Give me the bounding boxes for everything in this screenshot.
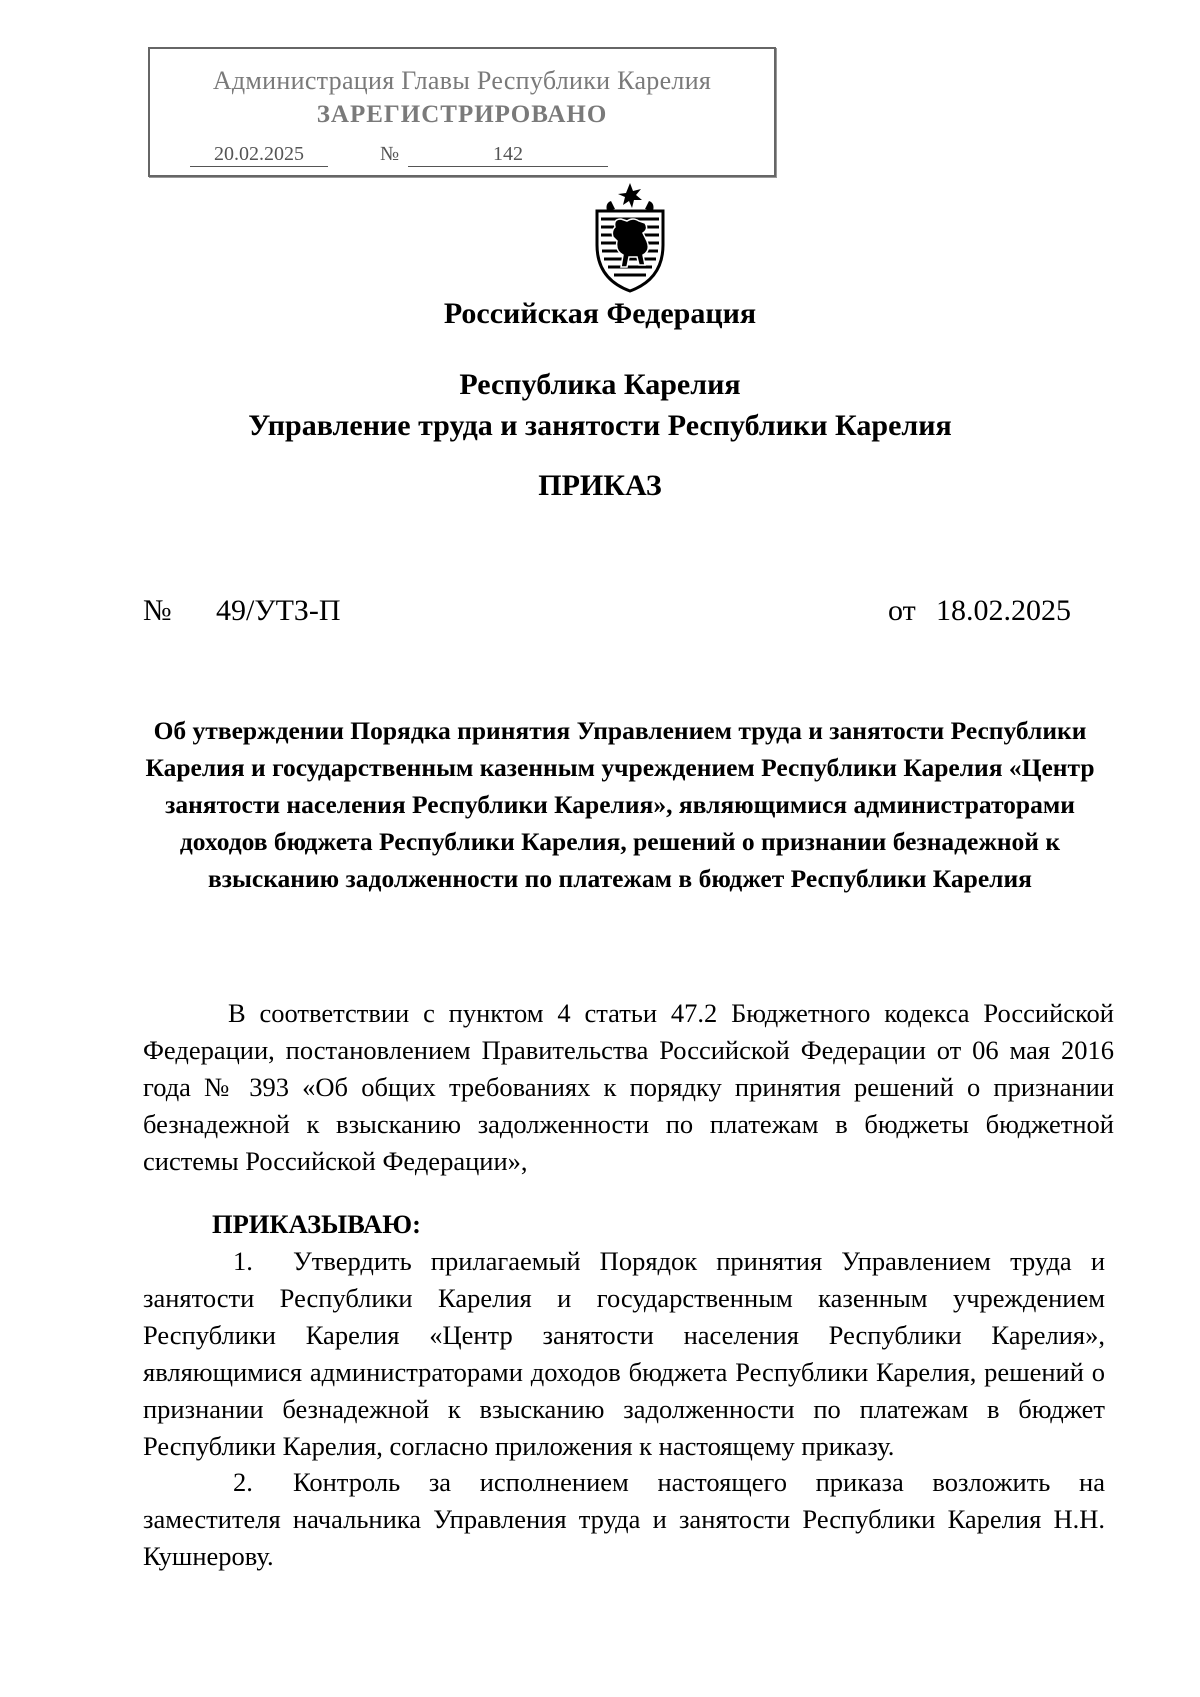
document-title: Об утверждении Порядка принятия Управлением труда и занятости Республики Карелия и государственным казенным учреждением Республики Карелия «Центр занятости населения Республики Карелия», являющимися администраторами доходов бюджета Республики Карелия, решений о признании безнадежной к взысканию задолженности по платежам в бюджет Республики Карелия [145,716,1095,893]
order-item-1 [143,1243,1105,1465]
stamp-organization: Администрация Главы Республики Карелия [212,66,712,95]
registration-stamp [148,47,776,177]
order-item-2 [143,1464,1105,1575]
item-number: 1. [233,1246,253,1276]
document-type: ПРИКАЗ [538,469,662,502]
preamble-text: В соответствии с пунктом 4 статьи 47.2 Бюджетного кодекса Российской Федерации, постановлением Правительства Российской Федерации от 06 мая 2016 года № 393 «Об общих требованиях к порядку принятия решений о признании безнадежной к взысканию задолженности по платежам в бюджеты бюджетной системы Российской Федерации», [143,998,1114,1176]
stamp-number: 142 [408,143,608,167]
stamp-number-sign: № [380,143,400,165]
karelia-coat-of-arms-icon [585,181,675,293]
item-text: Утвердить прилагаемый Порядок принятия Управлением труда и занятости Республики Карелия и государственным казенным учреждением Республики Карелия «Центр занятости населения Республики Карелия», являющимися администраторами доходов бюджета Республики Карелия, решений о признании безнадежной к взысканию задолженности по платежам в бюджет Республики Карелия, согласно приложения к настоящему приказу. [143,1246,1105,1461]
header-republic: Республика Карелия [459,368,741,401]
stamp-status: ЗАРЕГИСТРИРОВАНО [316,101,608,128]
item-number: 2. [233,1467,253,1497]
header-agency: Управление труда и занятости Республики Карелия [248,409,952,442]
order-date: 18.02.2025 [936,594,1071,627]
order-number: 49/УТЗ-П [216,594,341,627]
order-word: ПРИКАЗЫВАЮ: [212,1209,421,1239]
item-text: Контроль за исполнением настоящего приказа возложить на заместителя начальника Управления труда и занятости Республики Карелия Н.Н. Кушнерову. [143,1467,1105,1571]
preamble-paragraph [143,995,1114,1180]
stamp-date: 20.02.2025 [190,143,328,167]
order-number-sign: № [143,594,172,627]
header-country: Российская Федерация [443,297,757,330]
order-date-prefix: от [888,594,916,627]
